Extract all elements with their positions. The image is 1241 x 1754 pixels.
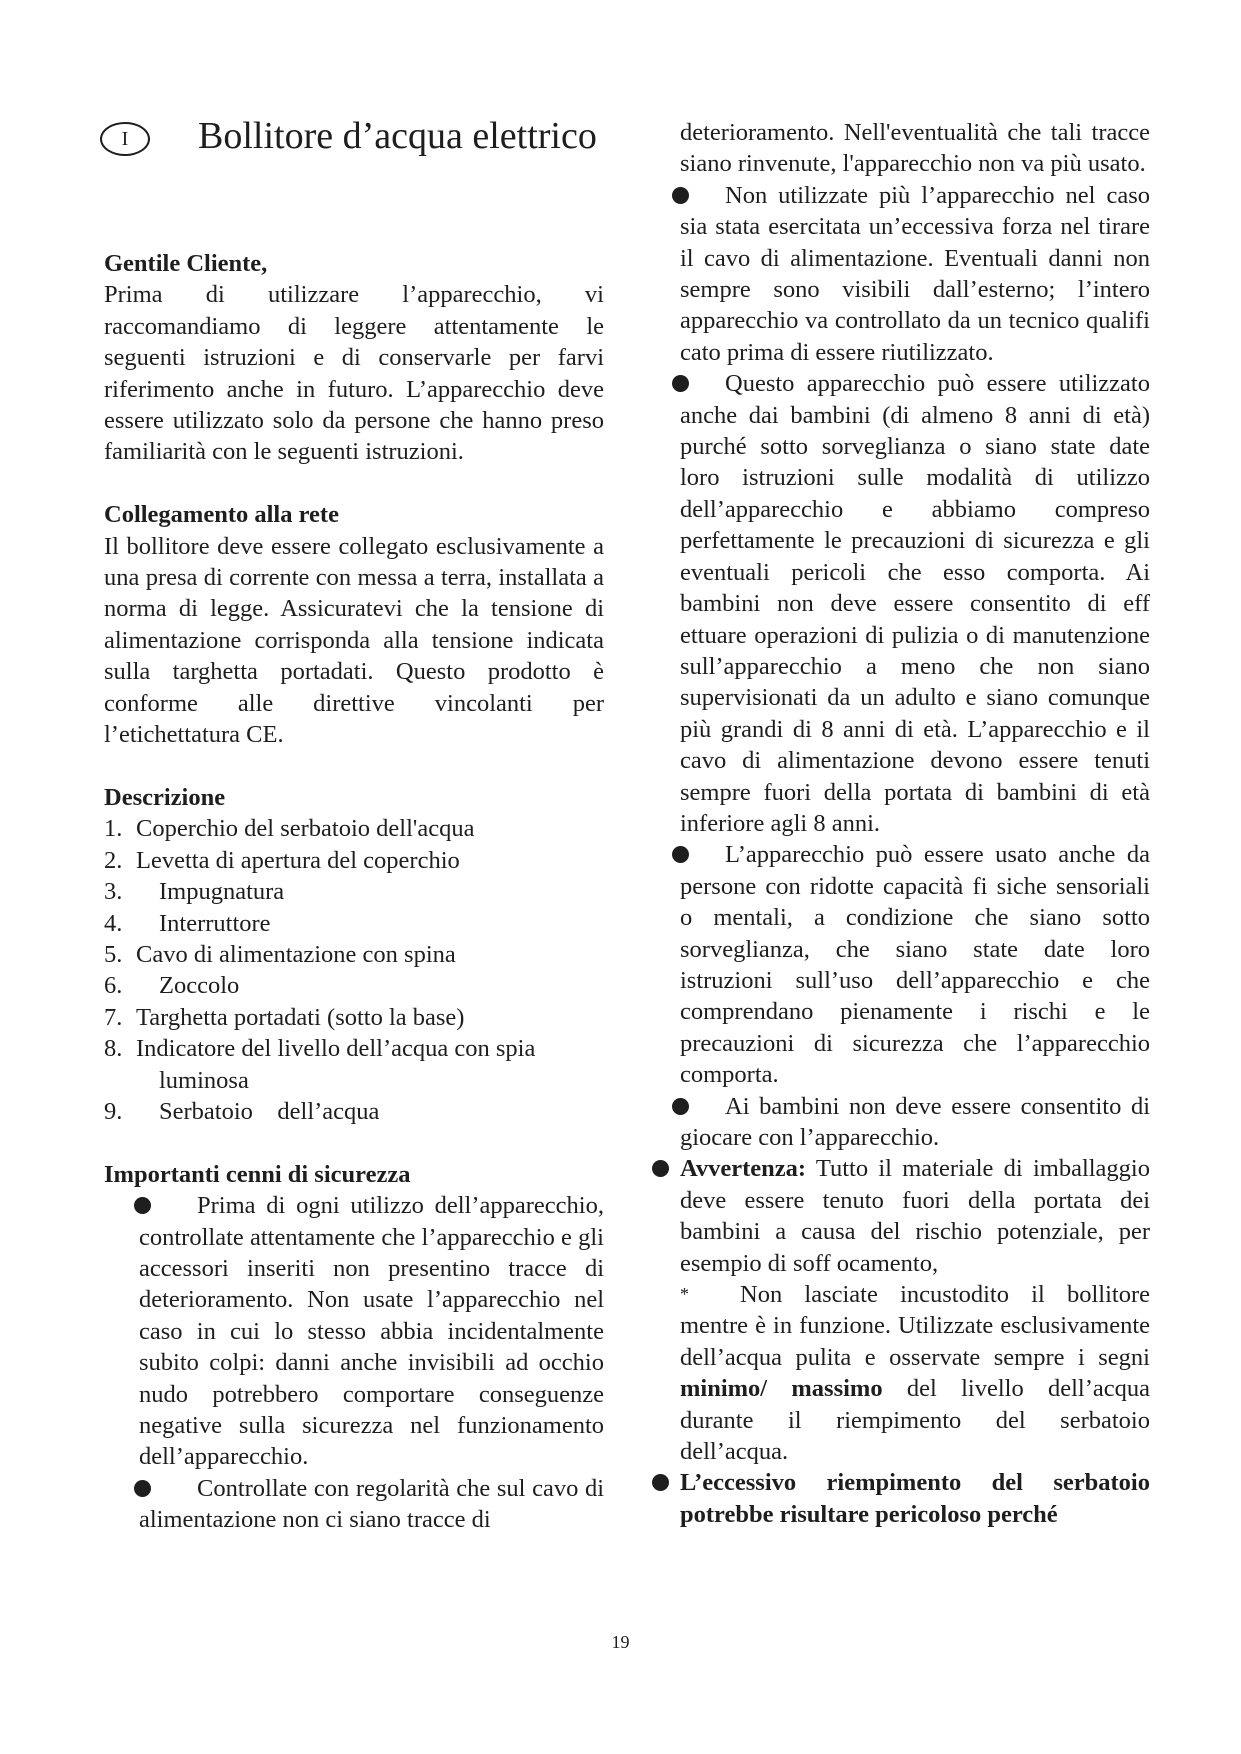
intro-paragraph: Prima di utilizzare l’apparecchio, vi raccomandiamo di leggere attentamente le seguenti istruzioni e di conservarle per farvi riferimento anche in futuro. L’apparecchio deve essere utilizzato solo da persone che hanno preso familiarità con le seguenti istruzioni. bbox=[104, 281, 604, 466]
bullet-icon bbox=[652, 1160, 669, 1177]
left-column bbox=[104, 248, 604, 1536]
overfill-bullet: L’eccessivo riempimento del serbatoio potrebbe risultare pericoloso perché bbox=[680, 1467, 1150, 1530]
description-heading: Descrizione bbox=[104, 783, 226, 811]
safety-bullet: Questo apparecchio può essere utilizzato anche dai bambini (di almeno 8 anni di età) purché sotto sorveglianza o siano state date loro istruzioni sulle modalità di utilizzo dell’apparecchio e abbiamo compreso perfettamente le precauzioni di sicurezza e gli eventuali pericoli che esso comporta. Ai bambini non deve essere consentito di eff ettuare operazioni di pulizia o di manutenzione sull’apparecchio a meno che non siano supervisionati da un adulto e siano comunque più grandi di 8 anni di età. L’apparecchio e il cavo di alimentazione devono essere tenuti sempre fuori della portata di bambini di età inferiore agli 8 anni. bbox=[680, 368, 1150, 839]
greeting-heading: Gentile Cliente, bbox=[104, 250, 268, 277]
list-item: 6. Zoccolo bbox=[104, 972, 240, 1000]
page-header bbox=[100, 112, 620, 168]
safety-bullet: Controllate con regolarità che sul cavo di alimentazione non ci siano tracce di bbox=[104, 1473, 604, 1536]
page-title: Bollitore d’acqua elettrico bbox=[198, 115, 597, 157]
connection-heading: Collegamento alla rete bbox=[104, 501, 339, 529]
page-number: 19 bbox=[611, 1632, 630, 1652]
bullet-icon bbox=[652, 1474, 669, 1491]
warning-bullet bbox=[680, 1153, 1150, 1279]
list-item-continuation: luminosa bbox=[159, 1066, 249, 1094]
continued-paragraph: deterioramento. Nell'eventualità che tali tracce siano rinvenute, l'apparecchio non va più usato. bbox=[680, 119, 1150, 178]
safety-bullet: L’apparecchio può essere usato anche da persone con ridotte capacità fi siche sensoriali o mentali, a condizione che siano sotto sorveglianza, che siano state date loro istruzioni sull’uso dell’apparecchio e che comprendano pienamente i rischi e le precauzioni di sicurezza che l’apparecchio comporta. bbox=[680, 839, 1150, 1090]
bullet-icon bbox=[672, 1098, 689, 1115]
list-item: 4. Interruttore bbox=[104, 909, 271, 937]
list-item: 7. Targhetta portadati (sotto la base) bbox=[104, 1003, 465, 1031]
list-item: 1. Coperchio del serbatoio dell'acqua bbox=[104, 815, 475, 843]
safety-bullet: Non utilizzate più l’apparecchio nel caso sia stata esercitata un’eccessiva forza nel tirare il cavo di alimentazione. Eventuali danni non sempre sono visibili dall’esterno; l’intero apparecchio va controllato da un tecnico qualifi cato prima di essere riutilizzato. bbox=[680, 180, 1150, 368]
list-item: 9. Serbatoio dell’acqua bbox=[104, 1097, 380, 1125]
language-badge: I bbox=[100, 122, 150, 156]
warning-text: Tutto il materiale di imballaggio deve essere tenuto fuori della portata dei bambini a causa del rischio potenziale, per esempio di soff ocamento, bbox=[680, 1155, 1150, 1277]
star-marker: * bbox=[680, 1284, 689, 1305]
warning-label: Avvertenza: bbox=[680, 1155, 807, 1183]
safety-heading: Importanti cenni di sicurezza bbox=[104, 1160, 411, 1188]
bullet-icon bbox=[134, 1480, 151, 1497]
list-item: 5. Cavo di alimentazione con spina bbox=[104, 940, 456, 968]
safety-bullet: Prima di ogni utilizzo dell’apparecchio, controllate attentamente che l’apparecchio e gli accessori inseriti non presentino tracce di deterioramento. Non usate l’apparecchio nel caso in cui lo stesso abbia incidentalmente subito colpi: danni anche invisibili ad occhio nudo potrebbero comportare conseguenze negative sulla sicurezza nel funzionamento dell’apparecchio. bbox=[104, 1190, 604, 1473]
min-max-label: minimo/ massimo bbox=[680, 1375, 883, 1403]
bullet-icon bbox=[672, 187, 689, 204]
safety-bullet: Ai bambini non deve essere consentito di giocare con l’apparecchio. bbox=[680, 1091, 1150, 1154]
list-item: 2. Levetta di apertura del coperchio bbox=[104, 846, 460, 874]
description-list bbox=[104, 813, 604, 1127]
connection-paragraph: Il bollitore deve essere collegato esclusivamente a una presa di corrente con messa a terra, installata a norma di legge. Assicuratevi che la tensione di alimentazione corrisponda alla tensione indicata sulla targhetta portadati. Questo prodotto è conforme alle direttive vincolanti per l’etichettatura CE. bbox=[104, 532, 604, 749]
list-item: 8. Indicatore del livello dell’acqua con spia bbox=[104, 1035, 536, 1063]
right-column bbox=[680, 117, 1150, 1530]
bullet-icon bbox=[134, 1197, 151, 1214]
star-item: * Non lasciate incustodito il bollitore mentre è in funzione. Utilizzate esclusivamente dell’acqua pulita e osservate sempre i segni minimo/ massimo del livello dell’acqua durante il riempimento del serbatoio dell’acqua. bbox=[680, 1281, 1150, 1466]
list-item: 3. Impugnatura bbox=[104, 878, 285, 906]
